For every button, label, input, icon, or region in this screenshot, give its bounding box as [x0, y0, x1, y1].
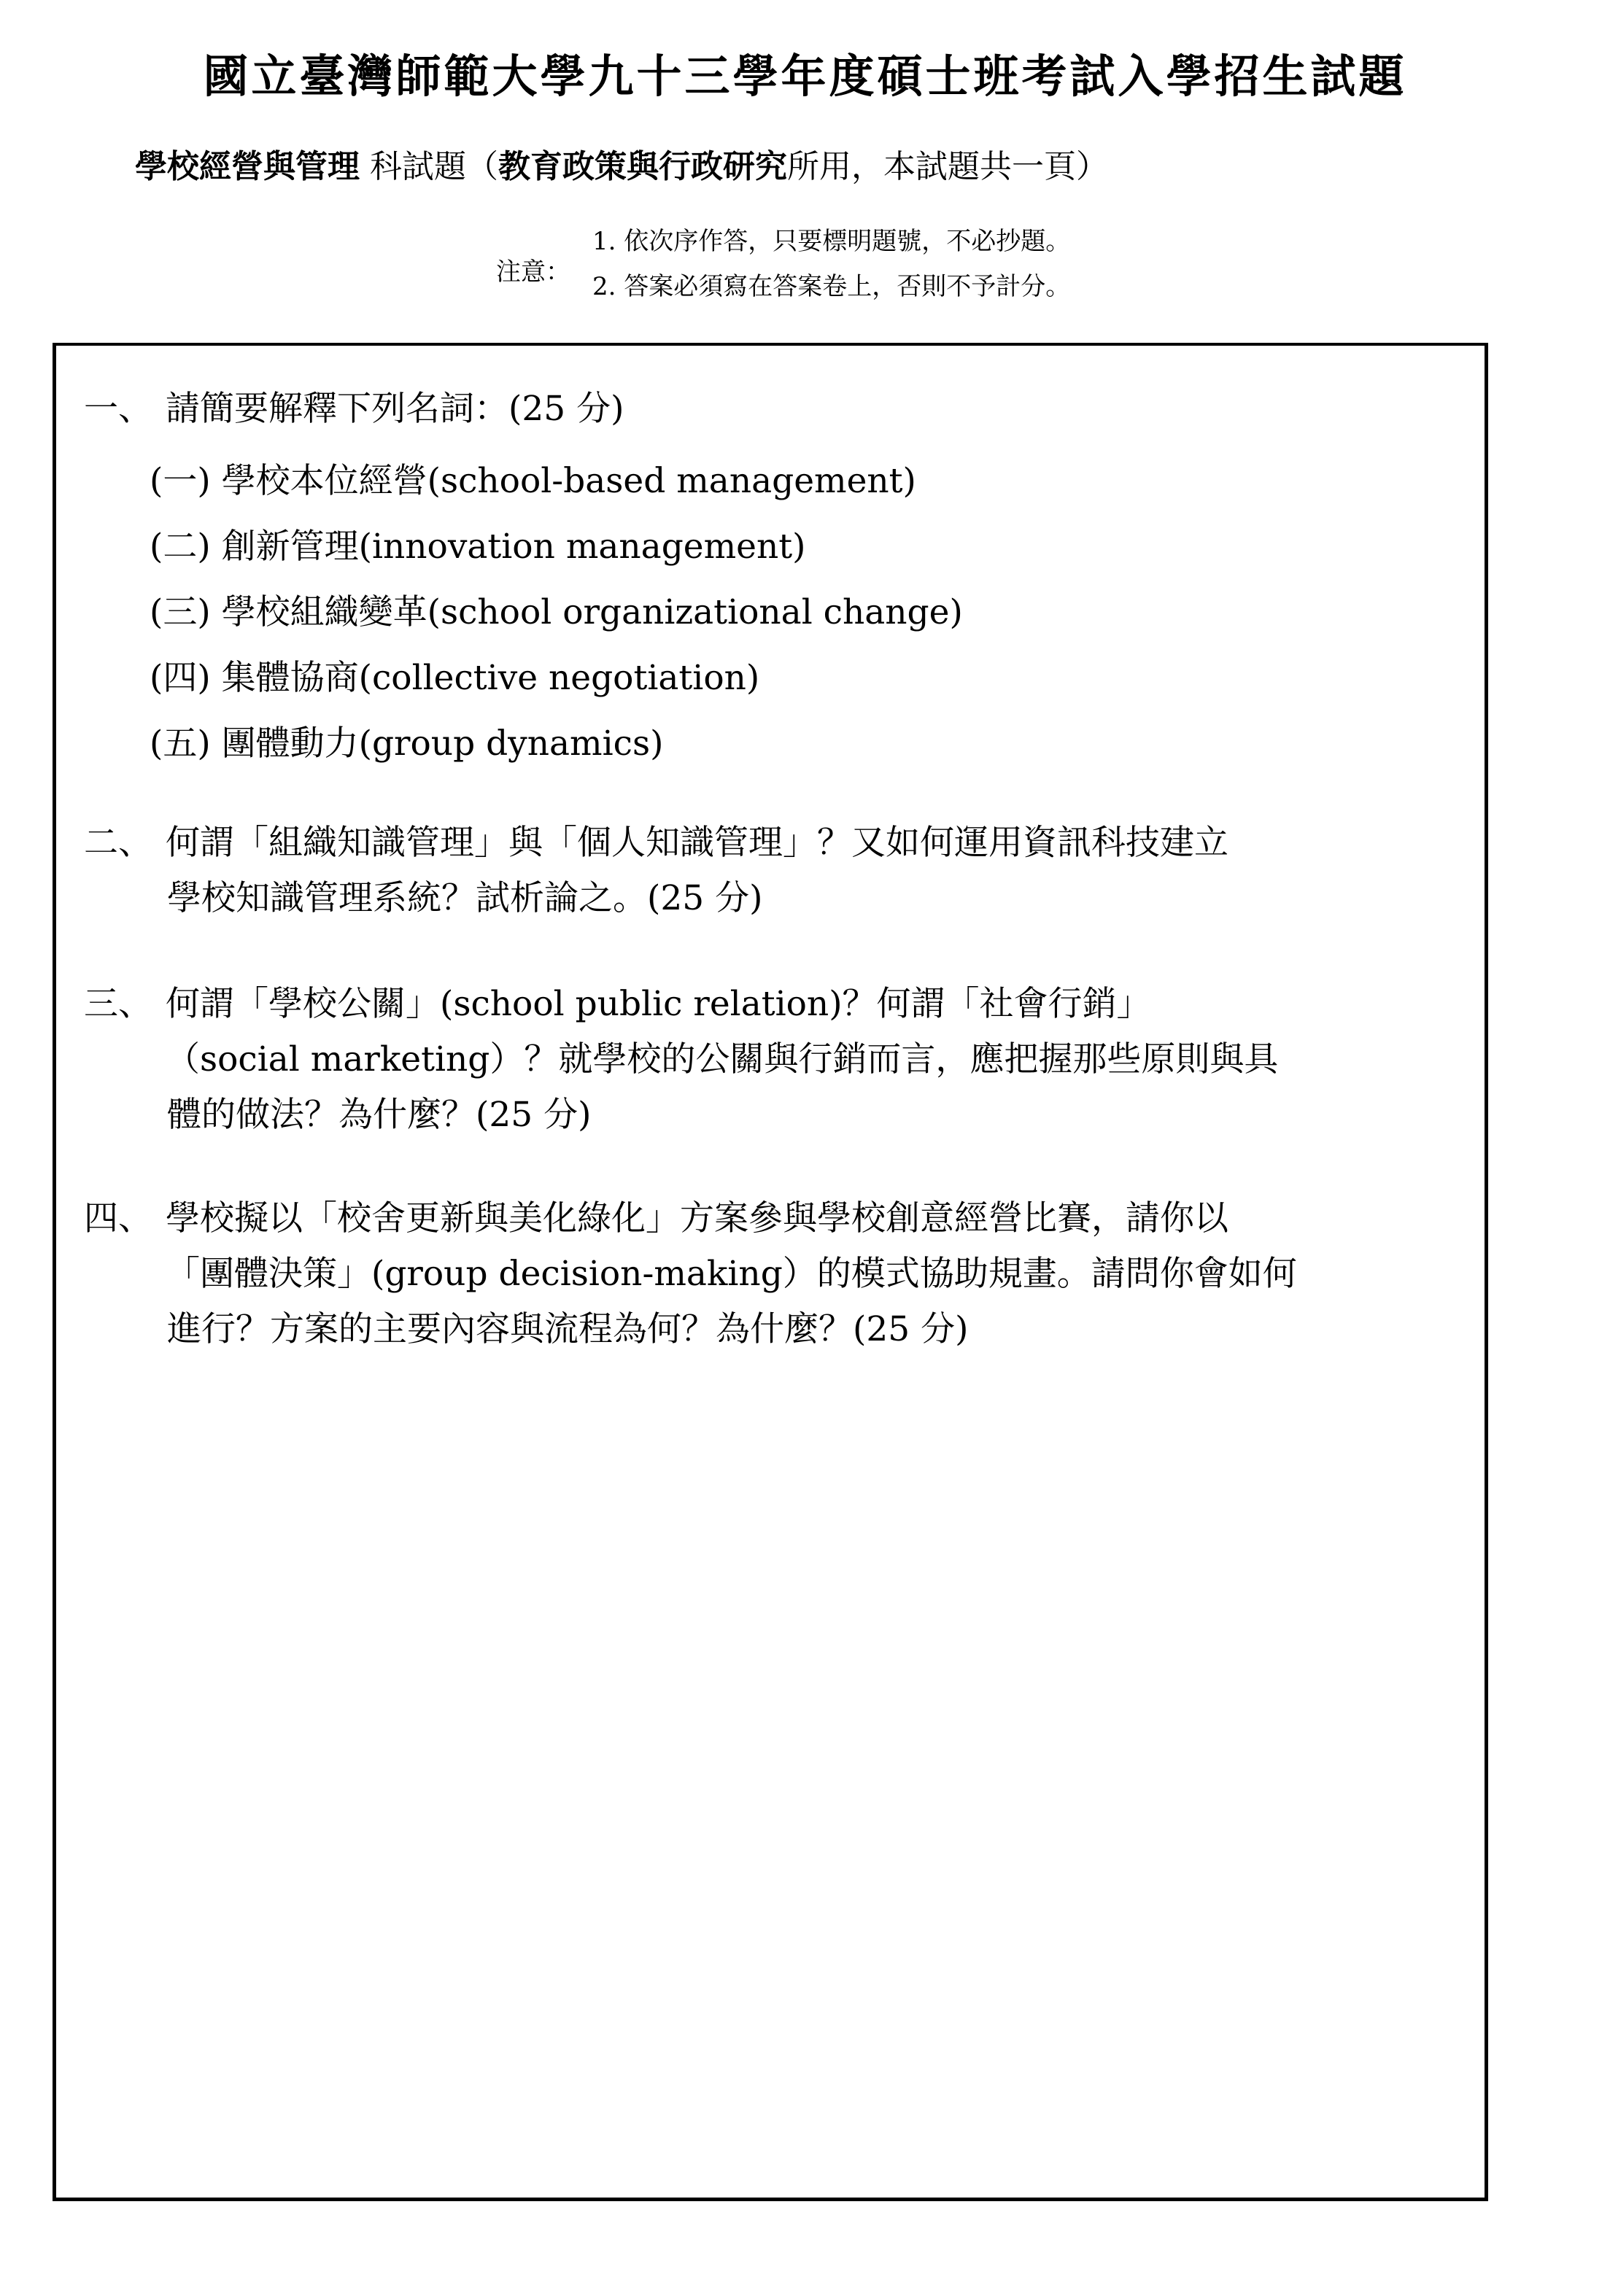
question-text: 請簡要解釋下列名詞：(25 分)	[166, 389, 624, 429]
question-line: 進行？方案的主要內容與流程為何？為什麼？(25 分)	[167, 1309, 969, 1349]
question-1-heading	[84, 381, 624, 437]
question-line: 學校知識管理系統？試析論之。(25 分)	[167, 878, 763, 918]
question-2	[84, 815, 1485, 932]
term-item: (四) 集體協商(collective negotiation)	[150, 658, 760, 698]
question-line: （social marketing）？就學校的公關與行銷而言，應把握那些原則與具	[166, 1039, 1279, 1079]
subtitle-end: 所用，本試題共一頁）	[787, 148, 1108, 185]
question-text	[166, 977, 1278, 1143]
term-item: (三) 學校組織變革(school organizational change)	[150, 592, 963, 632]
question-number: 四、	[84, 1198, 152, 1238]
exam-subtitle	[135, 140, 1108, 187]
question-number: 一、	[84, 389, 152, 429]
question-line: 「團體決策」(group decision-making）的模式協助規畫。請問你會如何	[166, 1254, 1297, 1294]
question-1-items	[150, 449, 963, 777]
note-item: 1. 依次序作答，只要標明題號，不必抄題。	[592, 227, 1071, 256]
question-text	[166, 1191, 1297, 1357]
question-line: 學校擬以「校舍更新與美化綠化」方案參與學校創意經營比賽，請你以	[166, 1198, 1228, 1238]
question-line: 何謂「組織知識管理」與「個人知識管理」？又如何運用資訊科技建立	[166, 823, 1228, 863]
subtitle-middle: 科試題（	[370, 148, 498, 185]
question-text	[166, 815, 1228, 926]
question-number: 三、	[84, 984, 152, 1024]
notes-label: 注意：	[496, 257, 570, 287]
question-4	[84, 1191, 1485, 1366]
question-line: 何謂「學校公關」(school public relation)？何謂「社會行銷」	[166, 984, 1151, 1024]
term-item: (五) 團體動力(group dynamics)	[150, 724, 664, 764]
subject-name: 學校經營與管理	[135, 148, 360, 185]
question-3	[84, 977, 1485, 1152]
term-item: (二) 創新管理(innovation management)	[150, 527, 806, 567]
note-item: 2. 答案必須寫在答案卷上，否則不予計分。	[592, 272, 1071, 301]
question-line: 體的做法？為什麼？(25 分)	[167, 1095, 592, 1135]
notes-list	[592, 219, 1070, 309]
program-name: 教育政策與行政研究	[498, 148, 787, 185]
exam-title: 國立臺灣師範大學九十三學年度碩士班考試入學招生試題	[203, 50, 1407, 103]
term-item: (一) 學校本位經營(school-based management)	[150, 461, 916, 501]
question-number: 二、	[84, 823, 152, 863]
